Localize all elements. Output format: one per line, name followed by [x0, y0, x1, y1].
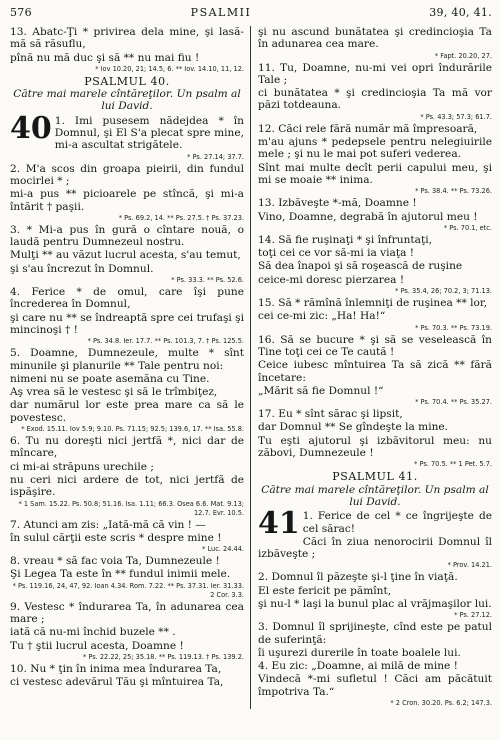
- verse-text: 1. Ferice de cel * ce îngrijeşte de cel sărac!: [302, 510, 492, 535]
- verse-line: m'au ajuns * pedepsele pentru nelegiuirile mele ; şi nu le mai pot suferi vederea.: [258, 136, 492, 161]
- verse-line: nu ceri nici ardere de tot, nici jertfă de ispăşire.: [10, 473, 244, 499]
- verse-line: Tu eşti ajutorul şi izbăvitorul meu: nu zăbovi, Dumnezeule !: [258, 434, 492, 460]
- left-column: [10, 26, 251, 709]
- verse-line: cei ce-mi zic: „Ha! Ha!“: [258, 310, 386, 323]
- cross-reference: * Ps. 22.22, 25; 35.18. ** Ps. 119.13. † Ps. 139.2.: [82, 652, 244, 661]
- verse-line: 15. Să * rămînă înlemniţi de ruşinea ** lor,: [258, 297, 488, 310]
- verse-line: „Mărit să fie Domnul !“: [258, 384, 384, 397]
- verse-line: Ceice iubesc mîntuirea Ta să zică ** fără încetare:: [258, 359, 492, 384]
- verse-line: Sînt mai multe decît perii capului meu, şi mi se moaie ** inima.: [258, 161, 492, 186]
- cross-reference: * Exod. 15.11. Iov 5.9; 9.10. Ps. 71.15; 92.5; 139.6, 17. ** Isa. 55.8.: [21, 425, 244, 434]
- right-column: [251, 26, 492, 709]
- cross-reference: * Ps. 35.4, 26; 70.2, 3; 71.13.: [395, 287, 492, 296]
- cross-reference: * Ps. 70.4. ** Ps. 35.27.: [415, 398, 492, 407]
- verse-line: 3. * Mi-a pus în gură o cîntare nouă, o laudă pentru Dumnezeul nostru.: [10, 223, 244, 249]
- cross-reference: * Luc. 24.44.: [202, 545, 244, 554]
- cross-reference: * Ps. 43.3; 57.3; 61.7.: [420, 112, 492, 121]
- verse-line: 4. Eu zic: „Doamne, ai milă de mine !: [258, 660, 458, 673]
- verse-line: 13. Abatc-Ţi * privirea dela mine, şi lasă-mă să răsuflu,: [10, 26, 244, 51]
- verse-line: 14. Să fie ruşinaţi * şi înfruntaţi,: [258, 233, 433, 246]
- verse-line: Vino, Doamne, degrabă în ajutorul meu !: [258, 210, 478, 223]
- verse-line: şi s'au încrezut în Domnul.: [10, 262, 154, 275]
- verse-line: dar Domnul ** Se gîndeşte la mine.: [258, 421, 449, 434]
- page-header: [10, 6, 492, 24]
- verse-text: 1. Imi pusesem nădejdea * în Domnul, şi El S'a plecat spre mine, mi-a ascultat strigătele.: [54, 114, 244, 152]
- verse-line: şi nu-l * laşi la bunul plac al vrăjmaşilor lui.: [258, 597, 492, 610]
- cross-reference: * Iov 10.20, 21; 14.5, 6. ** Iov. 14.10, 11, 12.: [95, 64, 244, 73]
- verse-line: Aş vrea să le vestesc şi să le trîmbiţez,: [10, 386, 218, 399]
- cross-reference: * Fapt. 20.20, 27.: [434, 51, 492, 60]
- verse-line: iată că nu-mi închid buzele ** .: [10, 626, 176, 639]
- verse-line: 2. Domnul îl păzeşte şi-l ţine în viaţă.: [258, 571, 458, 584]
- verse-line: şi nu ascund bunătatea şi credincioşia Ta în adunarea cea mare.: [258, 26, 492, 51]
- cross-reference: * Prov. 14.21.: [447, 561, 492, 570]
- cross-reference: * 1 Sam. 15.22. Ps. 50.8; 51.16. Isa. 1.11; 66.3. Osea 6.6. Mat. 9.13; 12.7. Evr. 10.5.: [18, 499, 244, 517]
- verse-line: şi care nu ** se îndreaptă spre cei trufaşi şi mincinoşi † !: [10, 311, 244, 336]
- cross-reference: * Ps. 70.3. ** Ps. 73.19.: [415, 323, 492, 332]
- verse-line: 10. Nu * ţin în inima mea îndurarea Ta,: [10, 662, 222, 675]
- verse-line: dar numărul lor este prea mare ca să le povestesc.: [10, 399, 244, 424]
- verse-line: El este fericit pe pămînt,: [258, 584, 392, 597]
- cross-reference: * Ps. 69.2, 14. ** Ps. 27.5. † Ps. 37.23.: [118, 213, 244, 222]
- verse-line: Vindecă *-mi sufletul ! Căci am păcătuit împotriva Ta.“: [258, 673, 492, 698]
- cross-reference: * Ps. 33.3. ** Ps. 52.6.: [171, 276, 244, 285]
- verse-line: 7. Atunci am zis: „Iată-mă că vin ! —: [10, 518, 206, 531]
- verse-line: Căci în ziua nenorocirii Domnul îl izbăveşte ;: [258, 535, 492, 561]
- verse-line: 11. Tu, Doamne, nu-mi vei opri îndurările Tale ;: [258, 61, 492, 86]
- verse-line: Mulţi ** au văzut lucrul acesta, s'au temut,: [10, 249, 241, 262]
- psalm-superscription: Către mai marele cîntăreţilor. Un psalm al lui David.: [261, 483, 489, 508]
- cross-reference: * Ps. 27.12.: [454, 611, 492, 620]
- verse-line: 8. vreau * să fac voia Ta, Dumnezeule !: [10, 555, 220, 568]
- page-number: 576: [10, 6, 32, 19]
- psalm-opening-verse: [258, 506, 492, 542]
- running-title: PSALMII: [190, 6, 252, 19]
- verse-line: ci vestesc adevărul Tău şi mîntuirea Ta,: [10, 676, 224, 689]
- psalm-superscription: Către mai marele cîntăreţilor. Un psalm al lui David.: [13, 88, 241, 113]
- verse-line: 16. Să se bucure * şi să se veselească în Tine toţi cei ce Te caută !: [258, 333, 492, 358]
- cross-reference: * Ps. 34.8. Ier. 17.7. ** Ps. 101.3, 7. † Ps. 125.5.: [87, 337, 244, 346]
- text-columns: [10, 26, 492, 709]
- chapter-range: 39, 40, 41.: [429, 6, 492, 19]
- verse-line: în sulul cărţii este scris * despre mine !: [10, 531, 222, 544]
- verse-line: 4. Ferice * de omul, care îşi pune încrederea în Domnul,: [10, 286, 244, 311]
- psalm-drop-number: 40: [10, 110, 52, 146]
- verse-line: 17. Eu * sînt sărac şi lipsit,: [258, 408, 403, 421]
- verse-line: ci mi-ai străpuns urechile ;: [10, 460, 154, 473]
- psalm-drop-number: 41: [258, 506, 300, 542]
- verse-line: ceice-mi doresc pierzarea !: [258, 273, 405, 286]
- verse-line: nimeni nu se poate asemăna cu Tine.: [10, 372, 210, 385]
- verse-line: îi uşurezi durerile în toate boalele lui.: [258, 646, 461, 659]
- verse-line: toţi cei ce vor să-mi ia viaţa !: [258, 247, 415, 260]
- cross-reference: * Ps. 27.14; 37.7.: [187, 152, 244, 161]
- verse-line: 12. Căci rele fără număr mă împresoară,: [258, 122, 478, 135]
- verse-line: mi-a pus ** picioarele pe stîncă, şi mi-a întărit † paşii.: [10, 188, 244, 213]
- cross-reference: * Ps. 38.4. ** Ps. 73.26.: [415, 187, 492, 196]
- verse-line: pînă nu mă duc şi să ** nu mai fiu !: [10, 51, 200, 64]
- verse-line: Şi Legea Ta este în ** fundul inimii mele.: [10, 568, 231, 581]
- verse-line: 6. Tu nu doreşti nici jertfă *, nici dar de mîncare,: [10, 435, 244, 460]
- verse-line: 9. Vestesc * îndurarea Ta, în adunarea cea mare ;: [10, 600, 244, 625]
- cross-reference: * Ps. 119.16, 24, 47, 92. Ioan 4.34. Rom. 7.22. ** Ps. 37.31. Ier. 31.33. 2 Cor. 3.3.: [12, 581, 244, 599]
- psalm-heading: PSALMUL 41.: [332, 470, 418, 484]
- cross-reference: * 2 Cron. 30.20. Ps. 6.2; 147.3.: [390, 699, 492, 708]
- psalm-opening-verse: [10, 110, 244, 152]
- verse-line: Tu † ştii lucrul acesta, Doamne !: [10, 639, 184, 652]
- cross-reference: * Ps. 70.5. ** 1 Pet. 5.7.: [414, 460, 492, 469]
- verse-line: 2. M'a scos din groapa pieirii, din fundul mocirlei * ;: [10, 162, 244, 187]
- cross-reference: * Ps. 70.1, etc.: [443, 223, 492, 232]
- psalm-heading: PSALMUL 40.: [84, 74, 170, 88]
- verse-line: Să dea înapoi şi să roşească de ruşine: [258, 260, 463, 273]
- verse-line: 3. Domnul îl sprijineşte, cînd este pe patul de suferinţă:: [258, 621, 492, 646]
- verse-line: 13. Izbăveşte *-mă, Doamne !: [258, 197, 417, 210]
- verse-line: 5. Doamne, Dumnezeule, multe * sînt minunile şi planurile ** Tale pentru noi:: [10, 347, 244, 372]
- verse-line: ci bunătatea * şi credincioşia Ta mă vor păzi totdeauna.: [258, 87, 492, 112]
